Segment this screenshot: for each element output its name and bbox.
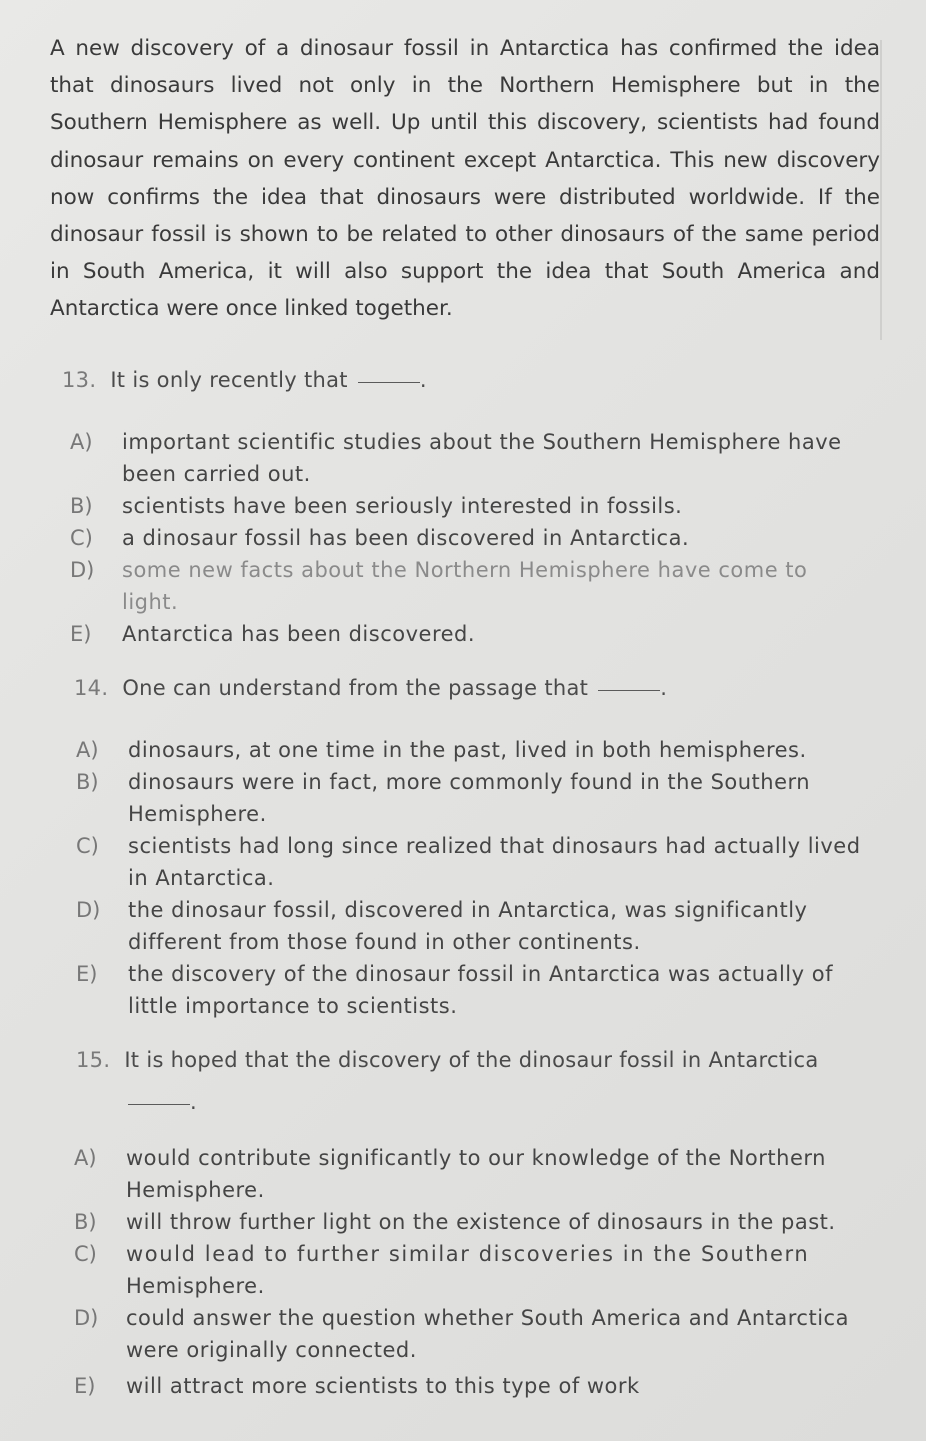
option-text: will throw further light on the existence of dinosaurs in the past. <box>126 1210 836 1234</box>
option-text: important scientific studies about the Southern Hemisphere have <box>122 430 842 454</box>
option-text-continued: light. <box>122 590 179 614</box>
question-15 <box>76 1048 819 1072</box>
option-14-a[interactable] <box>76 734 886 766</box>
option-text: would contribute significantly to our knowledge of the Northern <box>126 1146 826 1170</box>
option-text: scientists have been seriously interested in fossils. <box>122 494 683 518</box>
page-edge-line <box>880 40 882 340</box>
answer-blank <box>358 382 420 383</box>
option-text: the dinosaur fossil, discovered in Antarctica, was significantly <box>128 898 808 922</box>
option-text-continued: were originally connected. <box>126 1338 417 1362</box>
question-number: 13. <box>62 368 97 392</box>
option-letter: A) <box>74 1146 97 1170</box>
option-15-a[interactable] <box>74 1142 904 1206</box>
option-15-e[interactable] <box>74 1370 904 1402</box>
option-15-c[interactable] <box>74 1238 904 1302</box>
option-text: dinosaurs, at one time in the past, lived in both hemispheres. <box>128 738 807 762</box>
option-text: Antarctica has been discovered. <box>122 622 476 646</box>
option-text: scientists had long since realized that dinosaurs had actually lived <box>128 834 861 858</box>
option-text: could answer the question whether South America and Antarctica <box>126 1306 849 1330</box>
question-stem: It is hoped that the discovery of the dinosaur fossil in Antarctica <box>124 1048 819 1072</box>
question-number: 14. <box>74 676 109 700</box>
option-letter: E) <box>70 622 92 646</box>
option-letter: E) <box>74 1374 96 1398</box>
option-text-continued: different from those found in other continents. <box>128 930 641 954</box>
option-letter: D) <box>70 558 95 582</box>
question-13: 13. It is only recently that . <box>62 368 427 392</box>
option-13-e[interactable] <box>70 618 880 650</box>
option-14-c[interactable] <box>76 830 886 894</box>
option-text: will attract more scientists to this type of work <box>126 1374 640 1398</box>
option-letter: C) <box>76 834 99 858</box>
option-letter: D) <box>74 1306 99 1330</box>
answer-blank <box>598 690 660 691</box>
option-14-d[interactable] <box>76 894 886 958</box>
question-stem: It is only recently that <box>110 368 348 392</box>
option-text-continued: been carried out. <box>122 462 311 486</box>
option-13-d[interactable] <box>70 554 880 618</box>
option-text-continued: Hemisphere. <box>126 1178 265 1202</box>
option-text: dinosaurs were in fact, more commonly found in the Southern <box>128 770 811 794</box>
option-letter: D) <box>76 898 101 922</box>
option-letter: B) <box>70 494 93 518</box>
option-letter: A) <box>70 430 93 454</box>
option-text-continued: Hemisphere. <box>128 802 267 826</box>
option-text-continued: Hemisphere. <box>126 1274 265 1298</box>
option-letter: A) <box>76 738 99 762</box>
option-text: some new facts about the Northern Hemisphere have come to <box>122 558 808 582</box>
question-14: 14. One can understand from the passage that . <box>74 676 668 700</box>
option-14-b[interactable] <box>76 766 886 830</box>
option-14-e[interactable] <box>76 958 886 1022</box>
option-15-b[interactable] <box>74 1206 904 1238</box>
option-13-c[interactable] <box>70 522 880 554</box>
option-13-b[interactable] <box>70 490 880 522</box>
option-letter: C) <box>70 526 93 550</box>
question-stem: One can understand from the passage that <box>122 676 589 700</box>
option-letter: B) <box>74 1210 97 1234</box>
option-letter: C) <box>74 1242 97 1266</box>
option-text: the discovery of the dinosaur fossil in Antarctica was actually of <box>128 962 833 986</box>
reading-passage: A new discovery of a dinosaur fossil in Antarctica has confirmed the idea that dinosaurs lived not only in the Northern Hemisphere but in the Southern Hemisphere as well. Up until this discovery, scientists had found dinosaur remains on every continent except Antarctica. This new discovery now confirms the idea that dinosaurs were distributed worldwide. If the dinosaur fossil is shown to be related to other dinosaurs of the same period in South America, it will also support the idea that South America and Antarctica were once linked together. <box>50 36 880 322</box>
option-text-continued: in Antarctica. <box>128 866 275 890</box>
option-letter: B) <box>76 770 99 794</box>
answer-blank <box>128 1104 190 1105</box>
option-15-d[interactable] <box>74 1302 904 1366</box>
option-13-a[interactable] <box>70 426 880 490</box>
question-15-blank: . <box>128 1090 197 1114</box>
option-text: a dinosaur fossil has been discovered in Antarctica. <box>122 526 690 550</box>
option-text-continued: little importance to scientists. <box>128 994 458 1018</box>
option-letter: E) <box>76 962 98 986</box>
option-text: would lead to further similar discoveries in the Southern <box>126 1242 810 1266</box>
question-number: 15. <box>76 1048 111 1072</box>
